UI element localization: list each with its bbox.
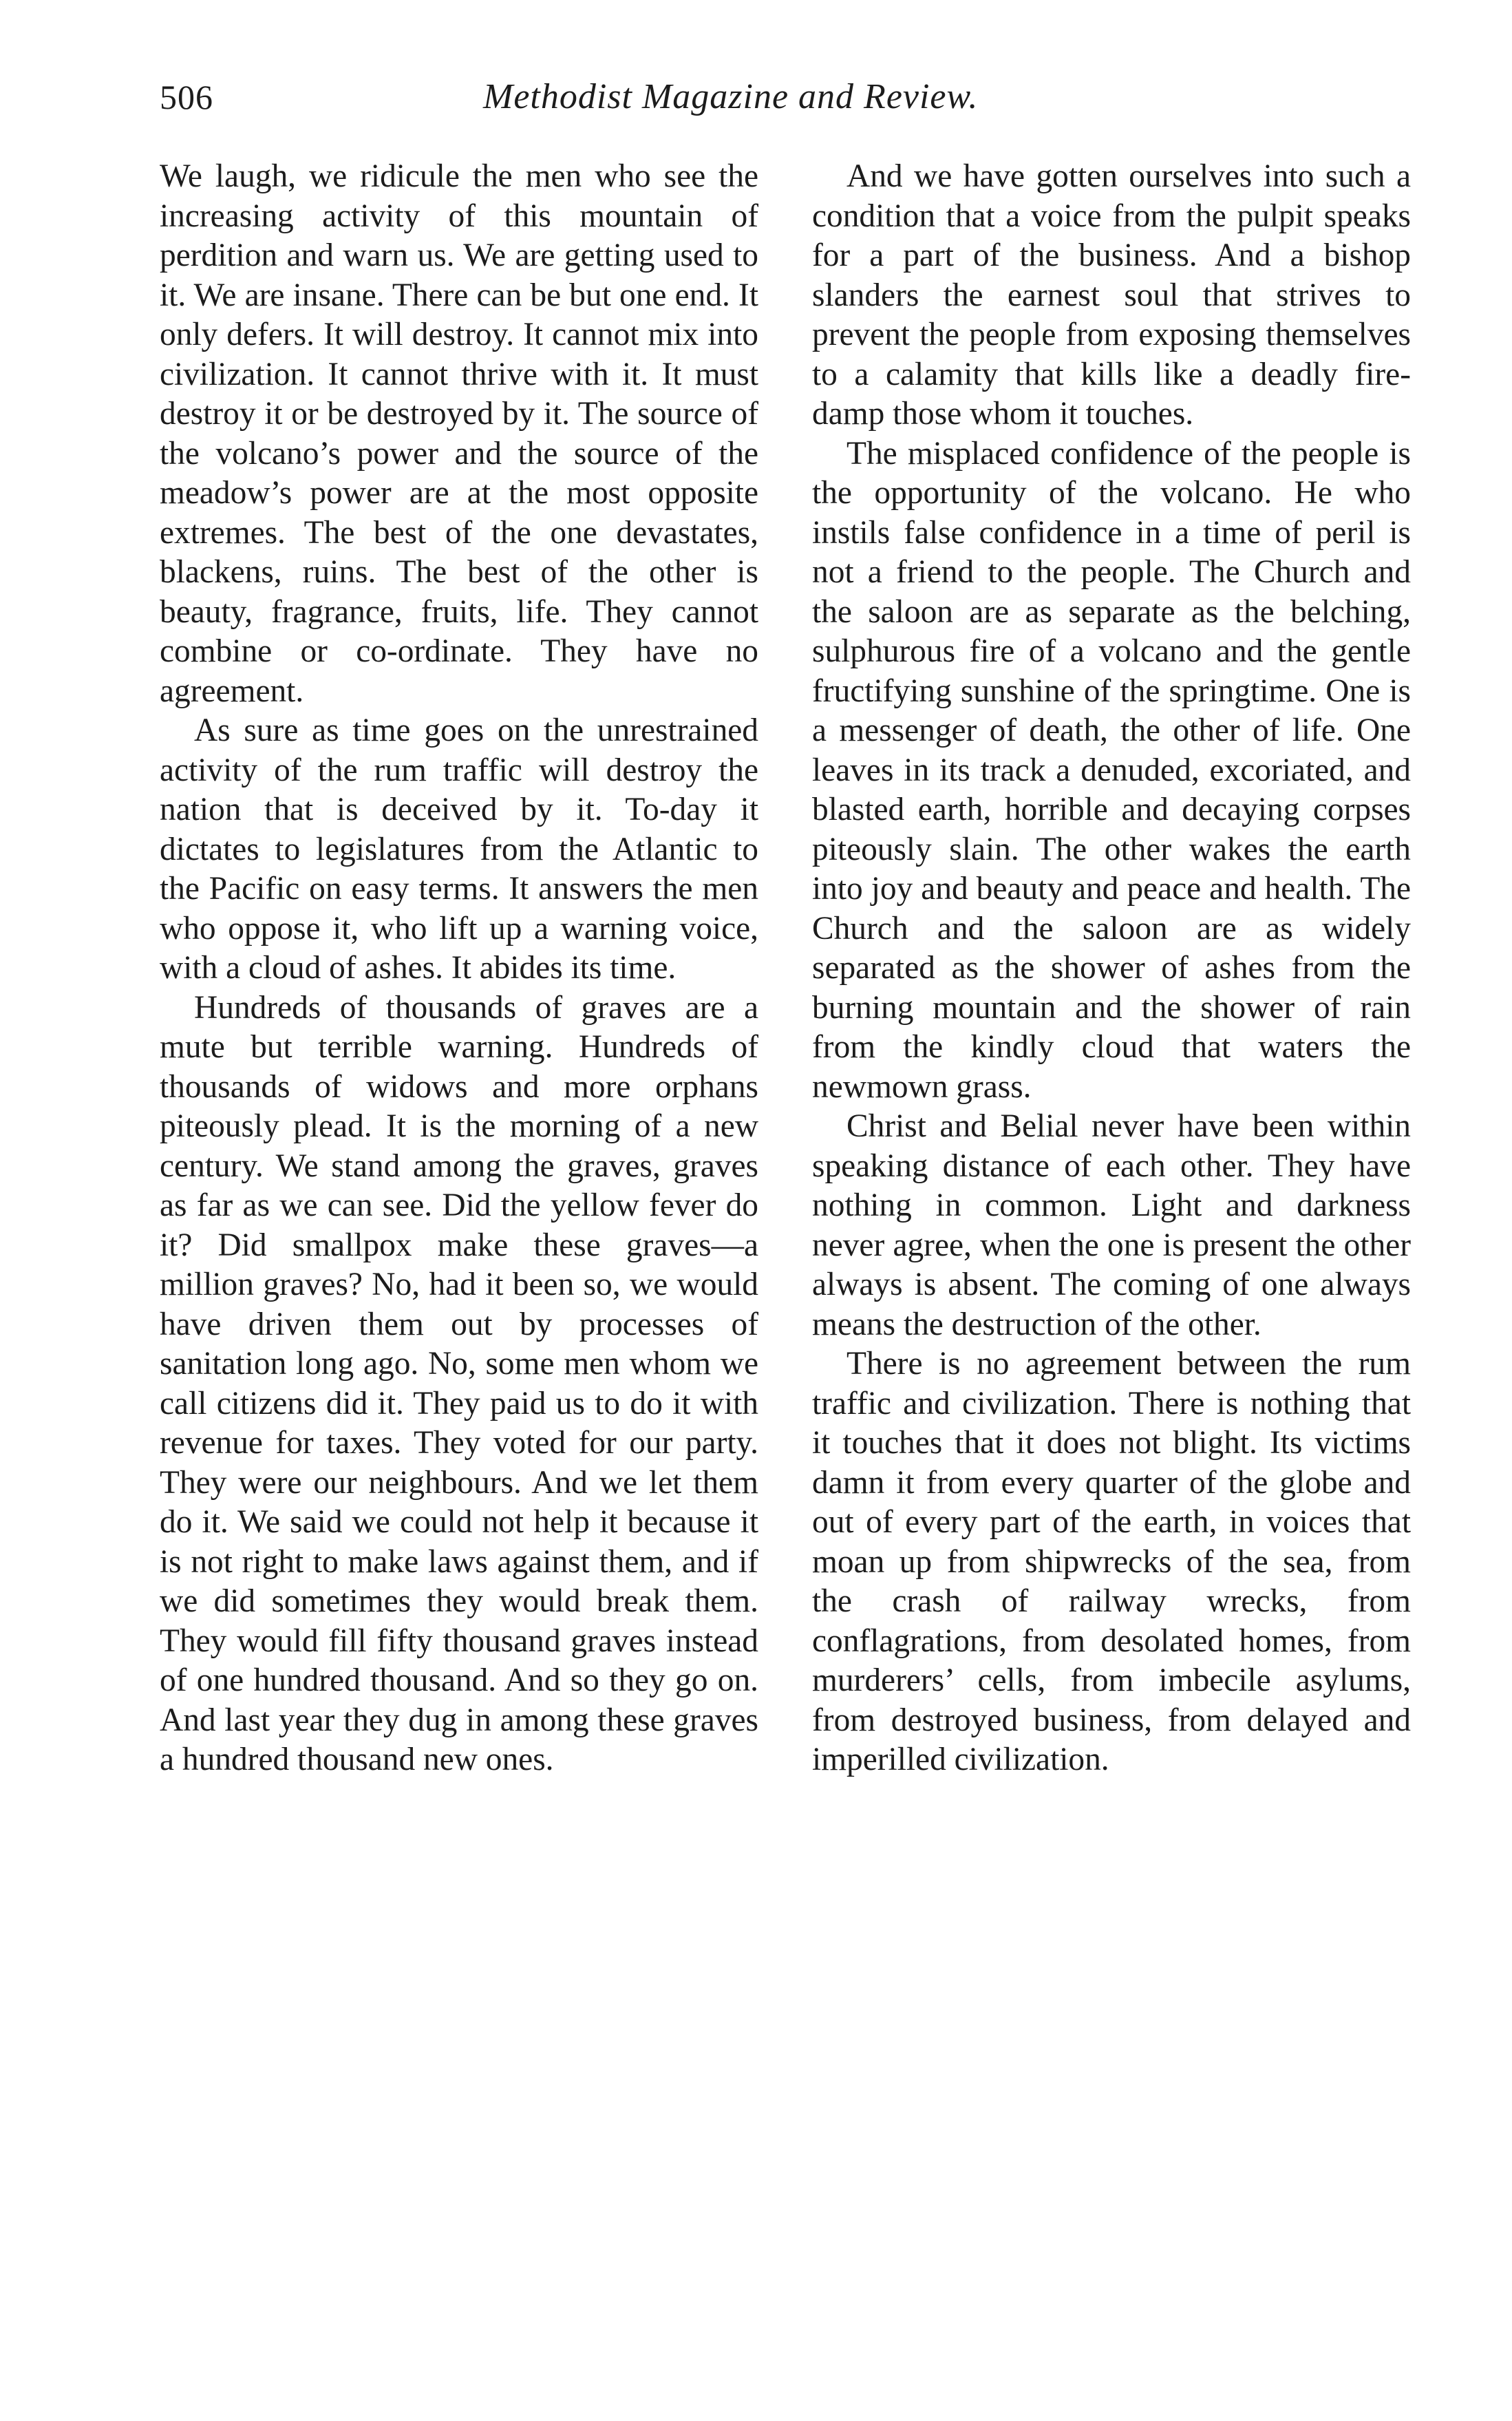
running-header xyxy=(160,66,1137,128)
right-column xyxy=(812,157,1411,1780)
paragraph: Christ and Belial never have been within speaking distance of each other. They have nothing in common. Light and darkness never agree, when the one is present the other always is absent. The coming of one always means the destruction of the other. xyxy=(812,1108,1411,1342)
page-number: 506 xyxy=(160,78,213,116)
paragraph: And we have gotten ourselves into such a condition that a voice from the pulpit speaks for a part of the business. And a bishop slanders the earnest soul that strives to prevent the people from exposing themselves to a calamity that kills like a deadly fire-damp those whom it touches. xyxy=(812,158,1411,432)
left-column xyxy=(160,157,758,1780)
paragraph: We laugh, we ridicule the men who see the increasing activity of this mountain of perdition and warn us. We are getting used to it. We are insane. There can be but one end. It only defers. It will destroy. It cannot mix into civilization. It cannot thrive with it. It must destroy it or be destroyed by it. The source of the volcano’s power and the source of the meadow’s power are at the most opposite extremes. The best of the one devastates, blackens, ruins. The best of the other is beauty, fragrance, fruits, life. They cannot combine or co-ordinate. They have no agreement. xyxy=(160,158,758,709)
journal-title: Methodist Magazine and Review. xyxy=(483,77,979,116)
paragraph: As sure as time goes on the unrestrained activity of the rum traffic will destroy the nation that is deceived by it. To-day it dictates to legislatures from the Atlantic to the Pacific on easy terms. It answers the men who oppose it, who lift up a warning voice, with a cloud of ashes. It abides its time. xyxy=(160,712,758,986)
paragraph: There is no agreement between the rum traffic and civilization. There is nothing that it touches that it does not blight. Its victims damn it from every quarter of the globe and out of every part of the earth, in voices that moan up from shipwrecks of the sea, from the crash of railway wrecks, from conflagrations, from desolated homes, from murderers’ cells, from imbecile asylums, from destroyed business, from delayed and imperilled civilization. xyxy=(812,1346,1411,1777)
paragraph: The misplaced confidence of the people is the opportunity of the volcano. He who instils false confidence in a time of peril is not a friend to the people. The Church and the saloon are as separate as the belching, sulphurous fire of a volcano and the gentle fructifying sunshine of the springtime. One is a messenger of death, the other of life. One leaves in its track a denuded, excoriated, and blasted earth, horrible and decaying corpses piteously slain. The other wakes the earth into joy and beauty and peace and health. The Church and the saloon are as widely separated as the shower of ashes from the burning mountain and the shower of rain from the kindly cloud that waters the newmown grass. xyxy=(812,435,1411,1105)
paragraph: Hundreds of thousands of graves are a mute but terrible warning. Hundreds of thousands of widows and more orphans piteously plead. It is the morning of a new century. We stand among the graves, graves as far as we can see. Did the yellow fever do it? Did smallpox make these graves—a million graves? No, had it been so, we would have driven them out by processes of sanitation long ago. No, some men whom we call citizens did it. They paid us to do it with revenue for taxes. They voted for our party. They were our neighbours. And we let them do it. We said we could not help it because it is not right to make laws against them, and if we did sometimes they would break them. They would fill fifty thousand graves instead of one hundred thousand. And so they go on. And last year they dug in among these graves a hundred thousand new ones. xyxy=(160,989,758,1777)
